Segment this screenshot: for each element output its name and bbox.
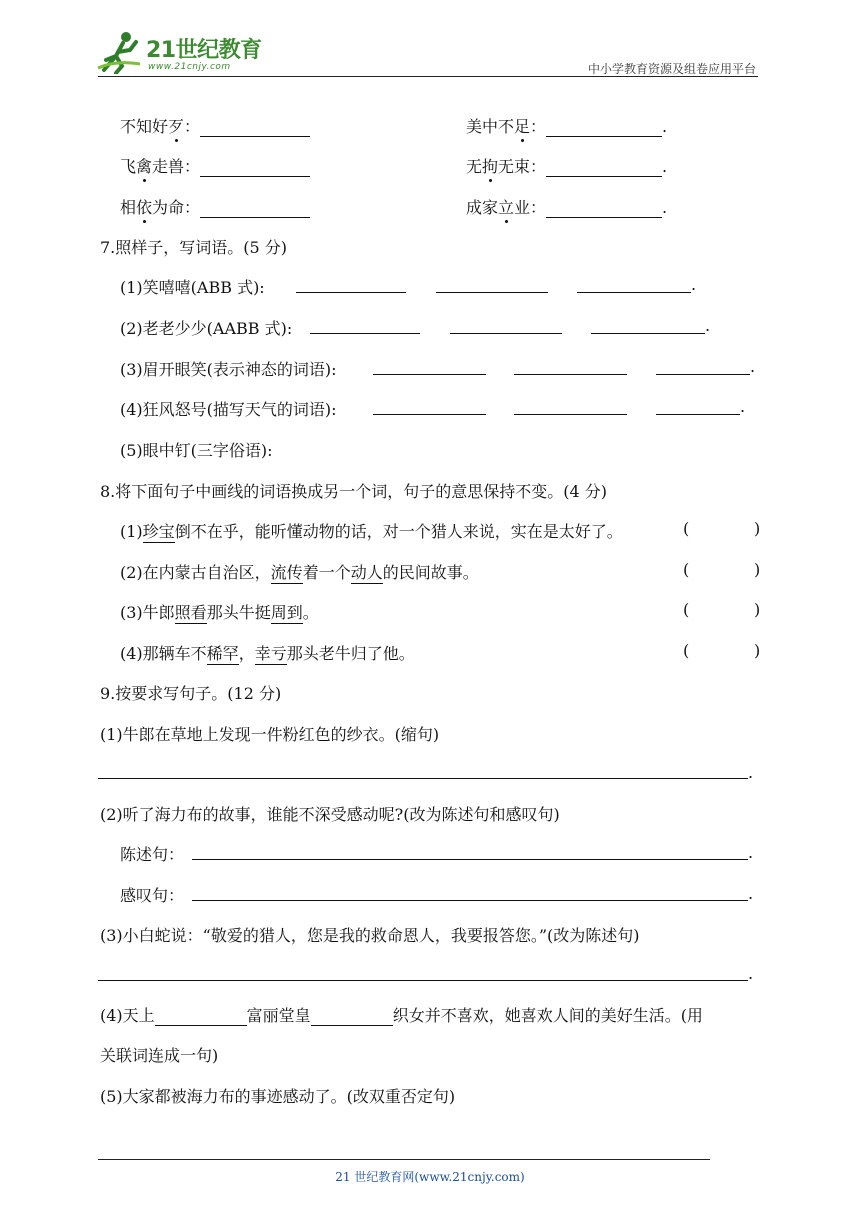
idiom-row [120, 195, 310, 218]
idiom-row [466, 195, 667, 218]
period: . [748, 964, 754, 983]
q7-item-label: (1)笑嘻嘻(ABB 式): [120, 278, 265, 297]
underlined-word: 照看 [174, 603, 207, 622]
paren-open: ( [683, 519, 690, 538]
idiom-label: 不知好歹： [120, 117, 201, 136]
q8-sentence [120, 641, 415, 664]
answer-blank[interactable] [546, 201, 662, 218]
answer-blank[interactable] [591, 317, 705, 334]
q9-prompt-4-cont: 关联词连成一句) [100, 1046, 219, 1065]
idiom-row [120, 154, 310, 177]
answer-blank[interactable] [200, 201, 310, 218]
answer-line[interactable] [192, 900, 748, 901]
idiom-row [466, 154, 667, 177]
answer-line[interactable] [192, 859, 748, 860]
text: (2)在内蒙古自治区， [120, 563, 271, 582]
runner-icon [96, 30, 146, 74]
question-8-title: 8.将下面句子中画线的词语换成另一个词，句子的意思保持不变。(4 分) [100, 482, 608, 501]
q9-prompt-3: (3)小白蛇说：“敬爱的猎人，您是我的救命恩人，我要报答您。”(改为陈述句) [100, 926, 640, 945]
q7-item [120, 316, 292, 339]
text: 倒不在乎，能听懂动物的话，对一个猎人来说，实在是太好了。 [174, 522, 623, 541]
text: (4)天上 [100, 1006, 155, 1025]
q8-sentence [120, 519, 623, 542]
q8-sentence [120, 560, 479, 583]
underlined-word: 流传 [270, 563, 303, 582]
period: . [662, 198, 668, 217]
label-exclamatory: 感叹句： [120, 886, 185, 905]
text: 着一个 [302, 563, 351, 582]
text: ， [238, 644, 255, 663]
underlined-word: 珍宝 [142, 522, 175, 541]
text: 织女并不喜欢，她喜欢人间的美好生活。(用 [392, 1006, 703, 1025]
paren-close: ) [754, 600, 761, 619]
q7-item: (5)眼中钉(三字俗语): [120, 441, 273, 460]
q7-item-label: (3)眉开眼笑(表示神态的词语): [120, 360, 337, 379]
answer-blank[interactable] [656, 358, 750, 375]
underlined-word: 周到 [270, 603, 303, 622]
logo-text: 21世纪教育 [146, 38, 262, 63]
period: . [705, 316, 711, 335]
q9-prompt-5: (5)大家都被海力布的事迹感动了。(改双重否定句) [100, 1087, 456, 1106]
period: . [748, 843, 754, 862]
paren-open: ( [683, 600, 690, 619]
period: . [691, 275, 697, 294]
header-divider [98, 76, 758, 77]
text: (1) [120, 522, 143, 541]
idiom-label: 成家立业： [466, 198, 547, 217]
question-7-title: 7.照样子，写词语。(5 分) [100, 238, 288, 257]
text: 。 [302, 603, 319, 622]
header-platform-text: 中小学教育资源及组卷应用平台 [587, 62, 756, 76]
q9-prompt-4 [100, 1003, 703, 1026]
answer-blank[interactable] [656, 398, 740, 415]
answer-blank[interactable] [200, 160, 310, 177]
q7-item [120, 275, 265, 298]
paren-close: ) [754, 641, 761, 660]
period: . [748, 763, 754, 782]
q7-item [120, 357, 337, 380]
text: 那头老牛归了他。 [286, 644, 415, 663]
paren-open: ( [683, 560, 690, 579]
text: 那头牛挺 [206, 603, 271, 622]
logo-url: www.21cnjy.com [148, 62, 231, 72]
q7-item-label: (2)老老少少(AABB 式): [120, 319, 293, 338]
answer-blank[interactable] [311, 1009, 393, 1026]
text: (4)那辆车不 [120, 644, 207, 663]
answer-blank[interactable] [373, 398, 486, 415]
period: . [740, 397, 746, 416]
label-declarative: 陈述句： [120, 845, 185, 864]
idiom-row [120, 114, 310, 137]
answer-blank[interactable] [514, 358, 627, 375]
answer-blank[interactable] [546, 120, 662, 137]
answer-blank[interactable] [373, 358, 486, 375]
answer-blank[interactable] [436, 276, 548, 293]
q9-prompt-1: (1)牛郎在草地上发现一件粉红色的纱衣。(缩句) [100, 725, 440, 744]
question-9-title: 9.按要求写句子。(12 分) [100, 684, 282, 703]
footer-text: 21 世纪教育网(www.21cnjy.com) [335, 1170, 525, 1184]
underlined-word: 幸亏 [254, 644, 287, 663]
period: . [662, 117, 668, 136]
text: 的民间故事。 [382, 563, 479, 582]
period: . [662, 157, 668, 176]
q9-prompt-2: (2)听了海力布的故事，谁能不深受感动呢?(改为陈述句和感叹句) [100, 805, 560, 824]
idiom-row [466, 114, 667, 137]
q7-item-label: (4)狂风怒号(描写天气的词语): [120, 400, 337, 419]
underlined-word: 动人 [350, 563, 383, 582]
answer-blank[interactable] [155, 1009, 247, 1026]
answer-blank[interactable] [310, 317, 420, 334]
period: . [748, 884, 754, 903]
idiom-label: 无拘无束： [466, 157, 547, 176]
answer-blank[interactable] [514, 398, 627, 415]
paren-close: ) [754, 560, 761, 579]
q7-item [120, 397, 337, 420]
idiom-label: 飞禽走兽： [120, 157, 201, 176]
period: . [750, 357, 756, 376]
answer-blank[interactable] [200, 120, 310, 137]
idiom-label: 相依为命： [120, 198, 201, 217]
paren-open: ( [683, 641, 690, 660]
paren-close: ) [754, 519, 761, 538]
text: (3)牛郎 [120, 603, 175, 622]
answer-blank[interactable] [296, 276, 406, 293]
answer-line[interactable] [98, 980, 748, 981]
answer-line[interactable] [98, 778, 748, 779]
idiom-label: 美中不足： [466, 117, 547, 136]
q8-sentence [120, 600, 319, 623]
answer-blank[interactable] [577, 276, 691, 293]
underlined-word: 稀罕 [206, 644, 239, 663]
footer-divider [98, 1159, 710, 1160]
answer-blank[interactable] [450, 317, 562, 334]
text: 富丽堂皇 [246, 1006, 311, 1025]
answer-blank[interactable] [546, 160, 662, 177]
